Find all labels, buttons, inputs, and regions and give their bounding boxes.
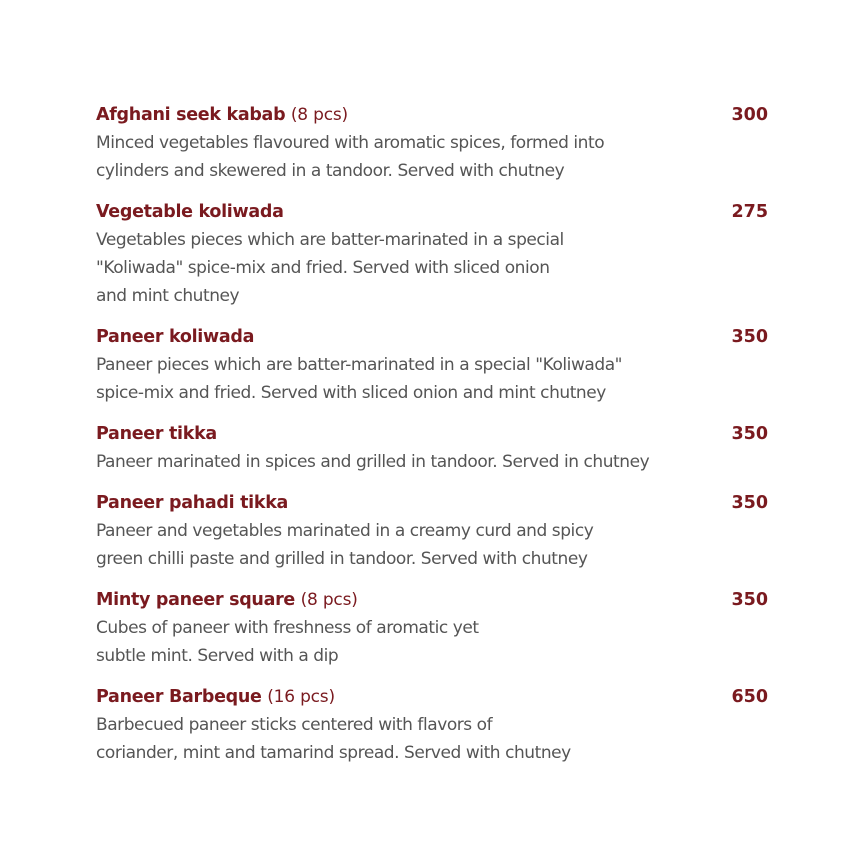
description-line: coriander, mint and tamarind spread. Served with chutney — [96, 743, 571, 763]
menu-list — [96, 101, 768, 780]
item-name: Paneer koliwada — [96, 327, 255, 347]
item-title — [96, 101, 768, 129]
item-price: 650 — [731, 687, 768, 707]
item-price: 350 — [731, 590, 768, 610]
description-line: Paneer marinated in spices and grilled in tandoor. Served in chutney — [96, 452, 650, 472]
item-name: Minty paneer square — [96, 590, 296, 610]
description-line: Vegetables pieces which are batter-marinated in a special — [96, 230, 564, 250]
description-line: green chilli paste and grilled in tandoor. Served with chutney — [96, 549, 588, 569]
item-title — [96, 323, 768, 351]
description-line: "Koliwada" spice-mix and fried. Served with sliced onion — [96, 258, 550, 278]
item-price: 350 — [731, 493, 768, 513]
description-line: Minced vegetables flavoured with aromatic spices, formed into — [96, 133, 605, 153]
item-description — [96, 517, 768, 573]
item-description — [96, 351, 768, 407]
item-name: Vegetable koliwada — [96, 202, 284, 222]
description-line: Paneer pieces which are batter-marinated in a special "Koliwada" — [96, 355, 623, 375]
item-price: 300 — [731, 105, 768, 125]
item-title — [96, 683, 768, 711]
description-line: Cubes of paneer with freshness of aromatic yet — [96, 618, 479, 638]
description-line: and mint chutney — [96, 286, 240, 306]
item-description — [96, 129, 768, 185]
menu-item — [96, 489, 768, 573]
menu-item — [96, 198, 768, 310]
menu-item — [96, 586, 768, 670]
item-description — [96, 711, 768, 767]
item-description — [96, 226, 768, 310]
item-title — [96, 198, 768, 226]
menu-item — [96, 683, 768, 767]
item-quantity: (8 pcs) — [300, 590, 358, 610]
description-line: cylinders and skewered in a tandoor. Served with chutney — [96, 161, 565, 181]
item-quantity: (16 pcs) — [267, 687, 335, 707]
item-name: Afghani seek kabab — [96, 105, 286, 125]
item-title — [96, 586, 768, 614]
item-description — [96, 448, 768, 476]
item-price: 350 — [731, 424, 768, 444]
menu-item — [96, 323, 768, 407]
menu-item — [96, 420, 768, 476]
description-line: Barbecued paneer sticks centered with flavors of — [96, 715, 493, 735]
item-price: 275 — [731, 202, 768, 222]
item-name: Paneer tikka — [96, 424, 217, 444]
item-quantity: (8 pcs) — [290, 105, 348, 125]
description-line: spice-mix and fried. Served with sliced onion and mint chutney — [96, 383, 606, 403]
item-name: Paneer Barbeque — [96, 687, 262, 707]
item-title — [96, 489, 768, 517]
item-name: Paneer pahadi tikka — [96, 493, 289, 513]
menu-item — [96, 101, 768, 185]
item-title — [96, 420, 768, 448]
description-line: Paneer and vegetables marinated in a creamy curd and spicy — [96, 521, 594, 541]
description-line: subtle mint. Served with a dip — [96, 646, 339, 666]
item-description — [96, 614, 768, 670]
item-price: 350 — [731, 327, 768, 347]
